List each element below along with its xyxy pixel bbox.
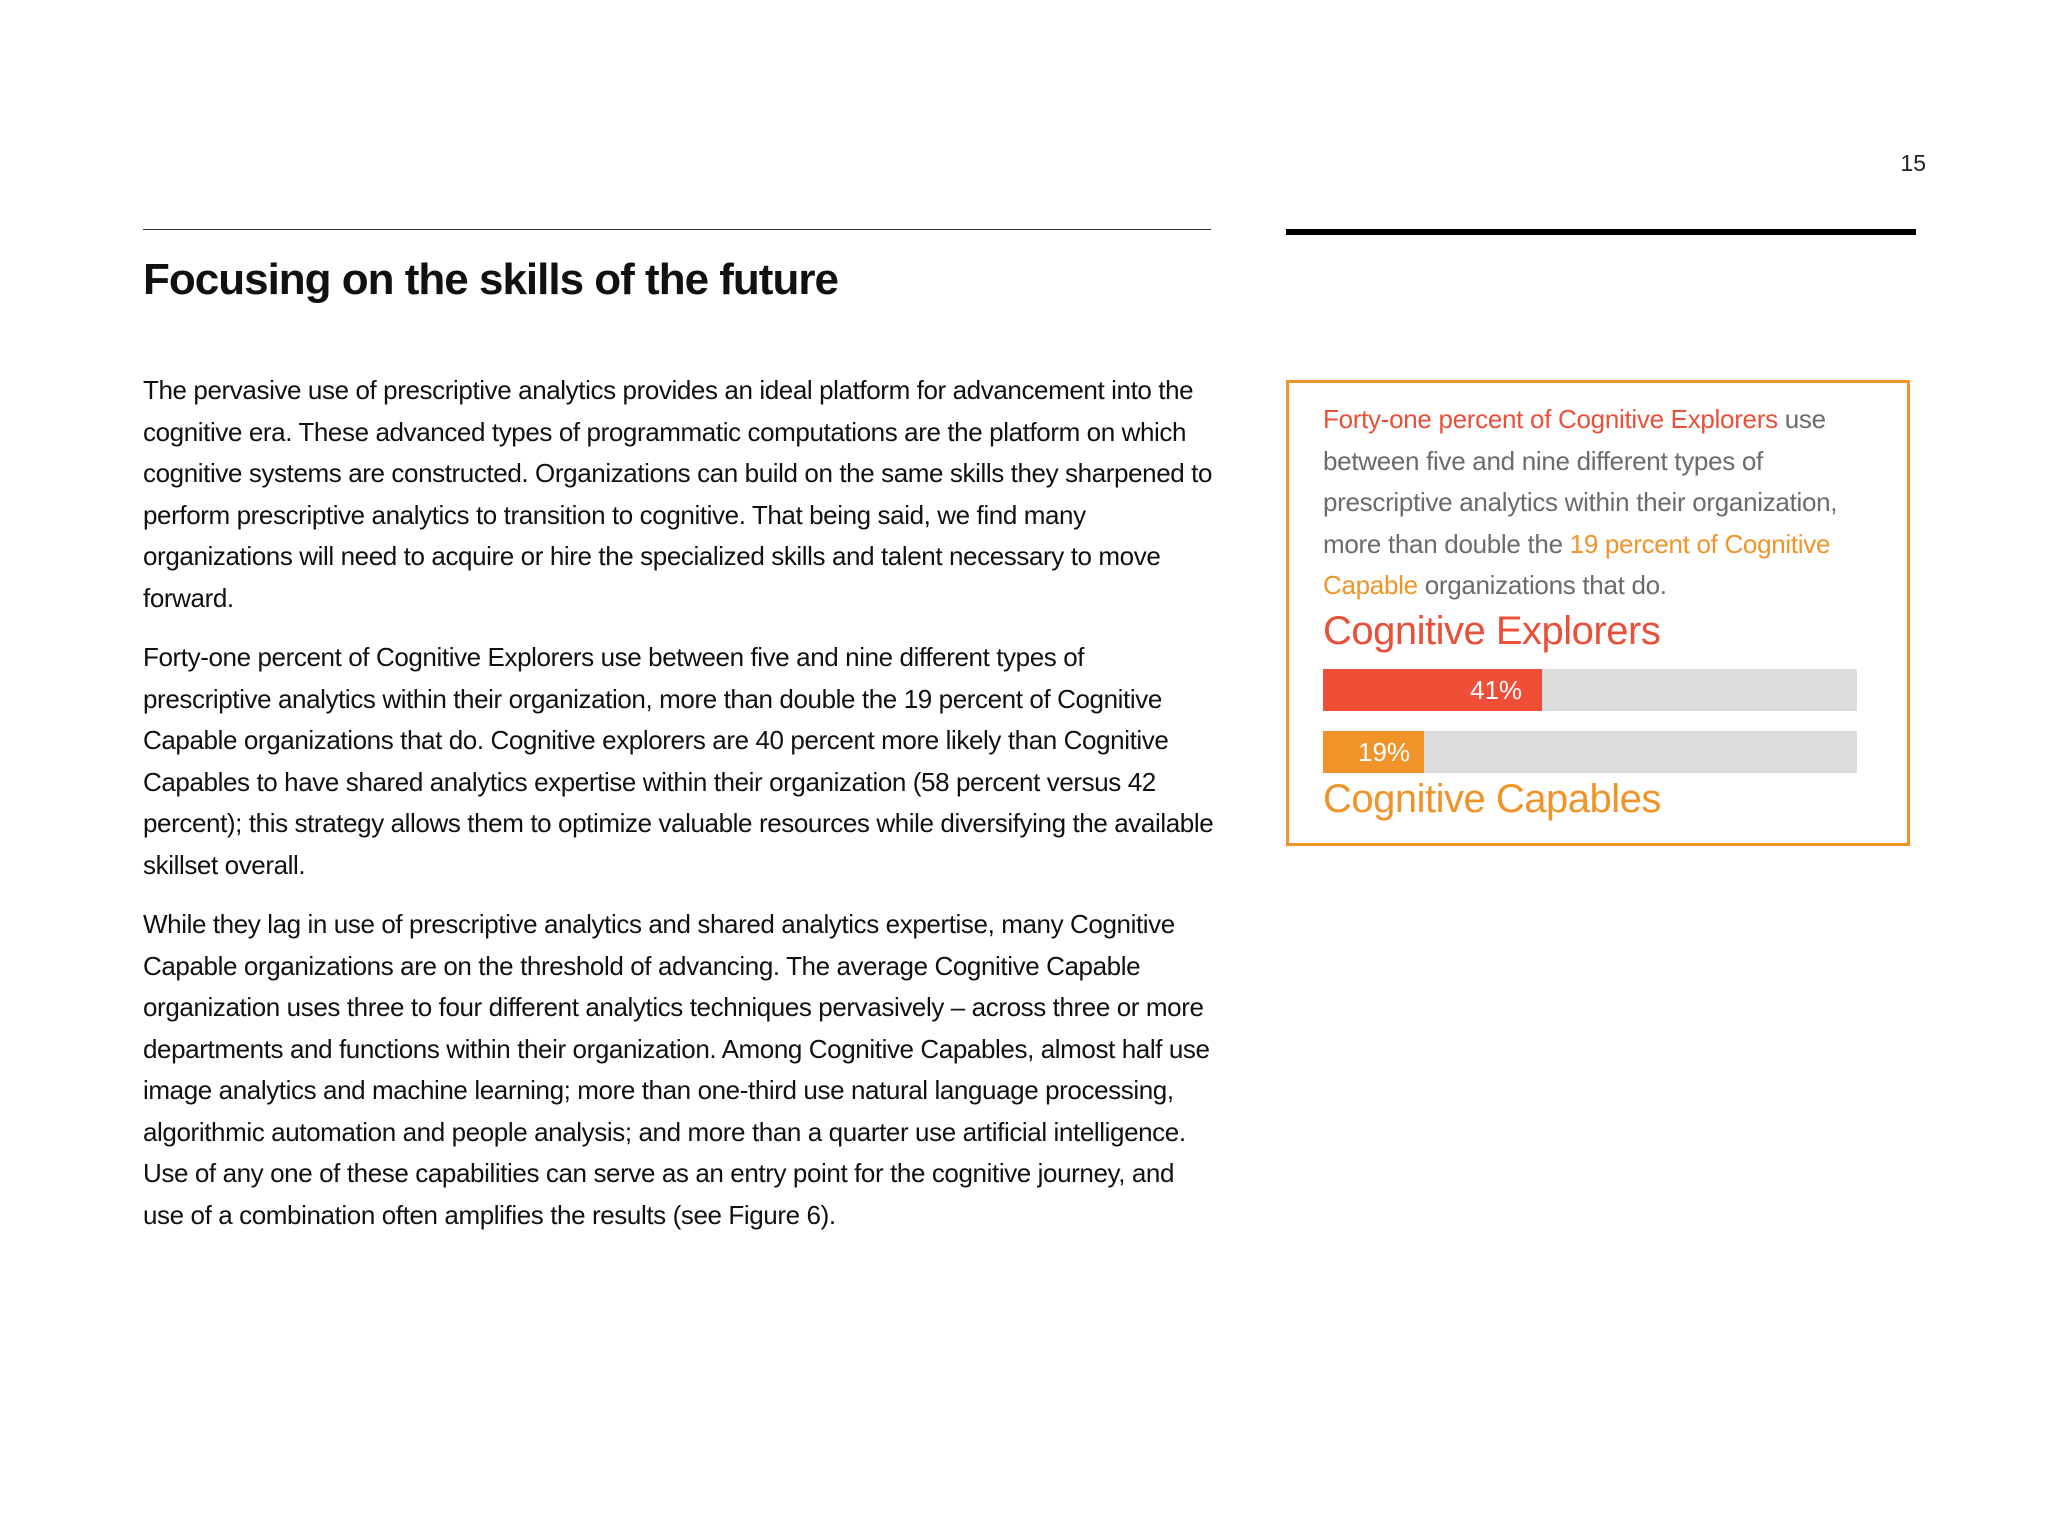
bar-track-capables — [1323, 731, 1857, 773]
callout-highlight-capables: 19 percent of Cognitive Capable — [1323, 528, 1831, 600]
bar-track-explorers — [1323, 669, 1857, 711]
paragraph-1: The pervasive use of prescriptive analytics provides an ideal platform for advancement into the cognitive era. These advanced types of programmatic computations are the platform on which cognitive systems are constructed. Organizations can build on the same skills they sharpened to perform prescriptive analytics to transition to cognitive. That being said, we find many organizations will need to acquire or hire the specialized skills and talent necessary to move forward. — [143, 375, 1213, 613]
left-divider — [143, 229, 1211, 230]
paragraph-3: While they lag in use of prescriptive analytics and shared analytics expertise, many Cognitive Capable organizations are on the threshold of advancing. The average Cognitive Capable organization uses three to four different analytics techniques pervasively – across three or more departments and functions within their organization. Among Cognitive Capables, almost half use image analytics and machine learning; more than one-third use natural language processing, algorithmic automation and people analysis; and more than a quarter use artificial intelligence. Use of any one of these capabilities can serve as an entry point for the cognitive journey, and use of a combination often amplifies the results (see Figure 6). — [143, 909, 1210, 1230]
callout-box — [1286, 380, 1910, 846]
chart-label-explorers: Cognitive Explorers — [1323, 609, 1661, 653]
paragraph-2: Forty-one percent of Cognitive Explorers use between five and nine different types of prescriptive analytics within their organization, more than double the 19 percent of Cognitive Capable organizations that do. Cognitive explorers are 40 percent more likely than Cognitive Capables to have shared analytics expertise within their organization (58 percent versus 42 percent); this strategy allows them to optimize valuable resources while diversifying the available skillset overall. — [143, 642, 1214, 880]
callout-text — [1323, 399, 1883, 607]
article-body — [143, 370, 1218, 1254]
right-divider — [1286, 229, 1916, 235]
chart-label-capables: Cognitive Capables — [1323, 777, 1661, 821]
page-number: 15 — [1900, 150, 1926, 176]
page-title: Focusing on the skills of the future — [143, 255, 838, 304]
bar-value-explorers: 41% — [1470, 675, 1523, 705]
callout-highlight-explorers: Forty-one percent of Cognitive Explorers — [1323, 404, 1778, 434]
callout-text-part-3: organizations that do. — [1417, 570, 1667, 600]
bar-value-capables: 19% — [1358, 737, 1411, 767]
callout-text-part-2: use between five and nine different types of prescriptive analytics within their organization, more than double the — [1323, 404, 1838, 559]
